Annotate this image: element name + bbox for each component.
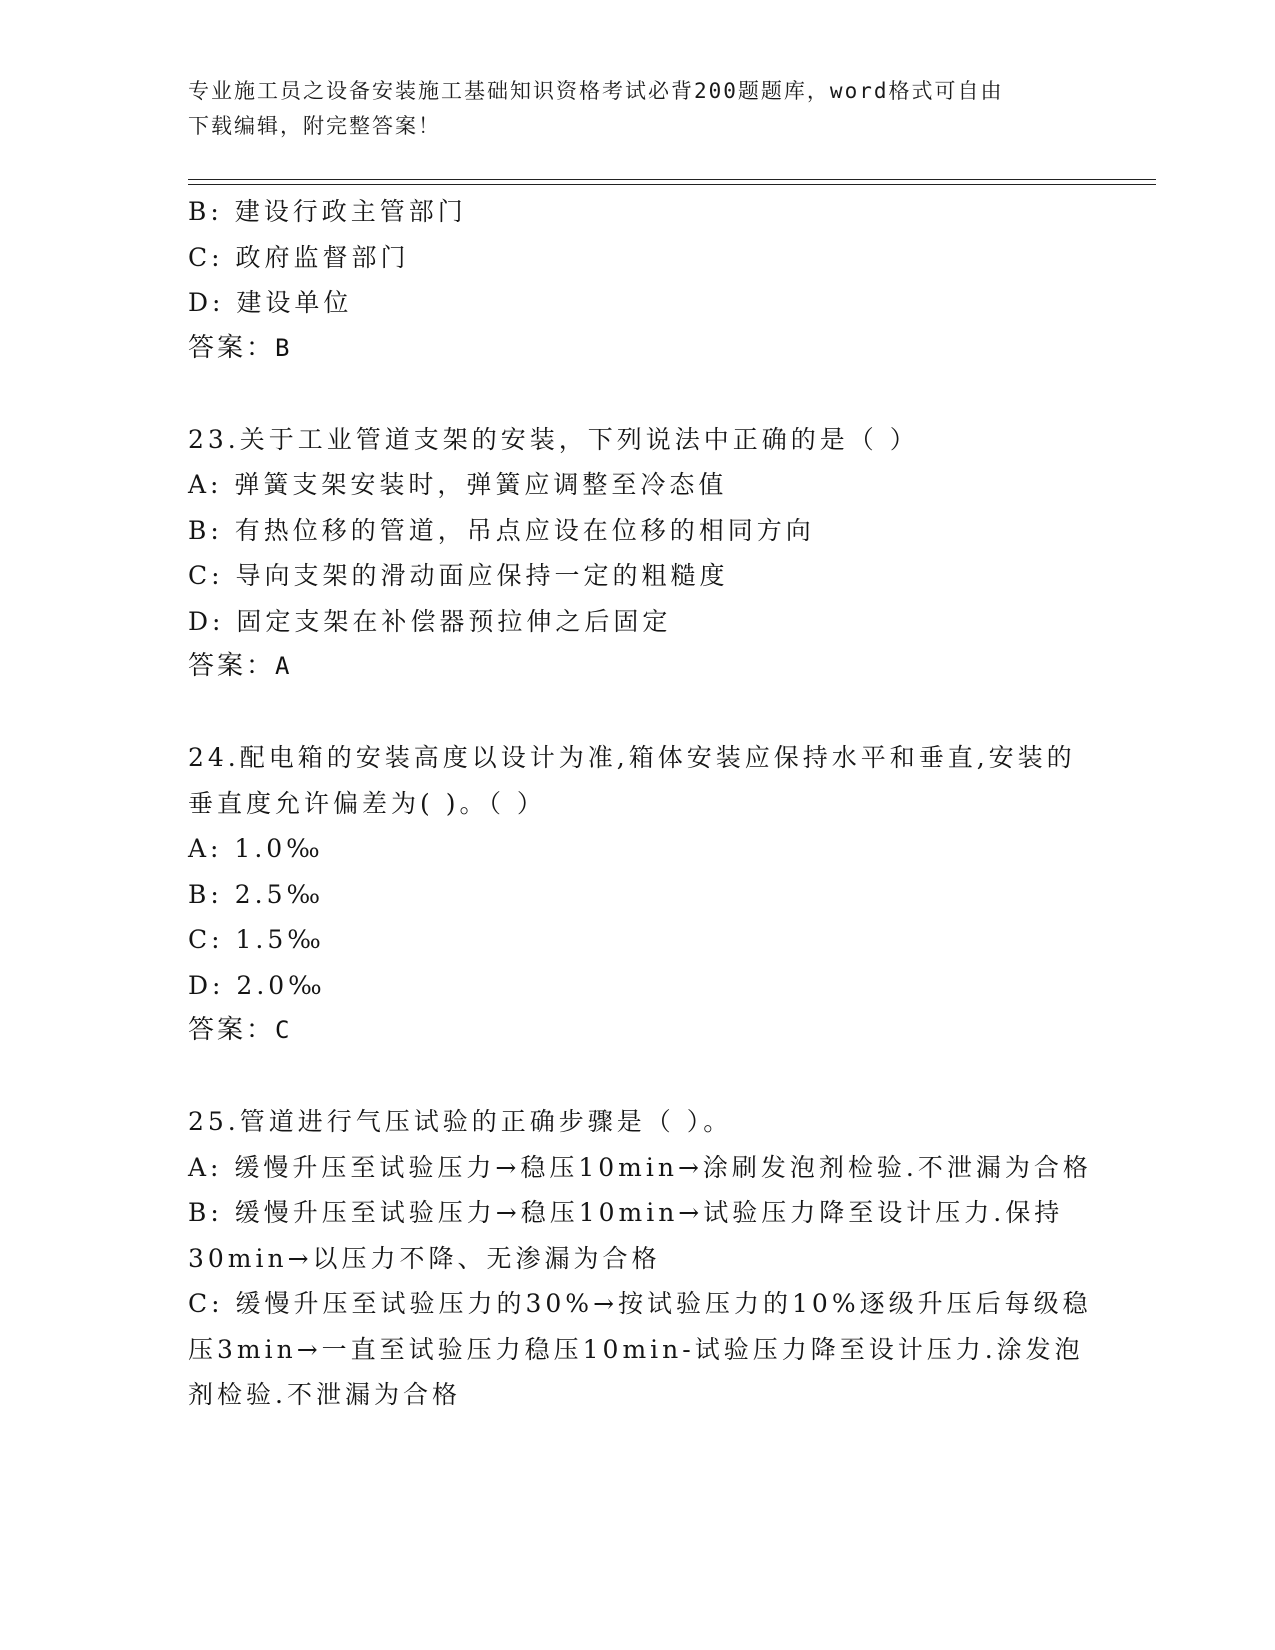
q24-option-b: B: 2.5‰ bbox=[188, 879, 325, 909]
q22-answer bbox=[188, 326, 1148, 372]
question-22 bbox=[188, 189, 1148, 371]
q24-answer-value: C bbox=[275, 1016, 293, 1044]
q22-option-b: B: 建设行政主管部门 bbox=[188, 197, 467, 226]
header-divider-top bbox=[188, 179, 1156, 180]
spacer bbox=[188, 1054, 1148, 1100]
q25-option-b-line-2: 30min→以压力不降、无渗漏为合格 bbox=[188, 1243, 661, 1273]
q24-option-a: A: 1.0‰ bbox=[188, 834, 324, 863]
q23-option-d: D: 固定支架在补偿器预拉伸之后固定 bbox=[188, 606, 672, 636]
q25-option-c-line-2: 压3min→一直至试验压力稳压10min-试验压力降至设计压力.涂发泡 bbox=[188, 1334, 1084, 1364]
q23-option-a: A: 弹簧支架安装时，弹簧应调整至冷态值 bbox=[188, 470, 728, 499]
q25-option-a: A: 缓慢升压至试验压力→稳压10min→涂刷发泡剂检验.不泄漏为合格 bbox=[188, 1152, 1092, 1182]
q24-question-line-1: 24.配电箱的安装高度以设计为准,箱体安装应保持水平和垂直,安装的 bbox=[188, 743, 1076, 772]
document-body bbox=[188, 189, 1148, 1418]
q25-question: 25.管道进行气压试验的正确步骤是（ ）。 bbox=[188, 1107, 733, 1136]
q23-answer bbox=[188, 644, 1148, 690]
q23-answer-label: 答案： bbox=[188, 651, 276, 681]
question-23 bbox=[188, 417, 1148, 690]
header-divider-bottom bbox=[188, 184, 1156, 185]
q23-question: 23.关于工业管道支架的安装，下列说法中正确的是（ ） bbox=[188, 424, 919, 454]
q24-answer-label: 答案： bbox=[188, 1015, 276, 1045]
q23-option-b: B: 有热位移的管道，吊点应设在位移的相同方向 bbox=[188, 515, 815, 545]
q24-question-line-2: 垂直度允许偏差为( )。（ ） bbox=[188, 788, 546, 818]
q22-answer-label: 答案： bbox=[188, 332, 276, 363]
spacer bbox=[188, 371, 1148, 417]
question-24 bbox=[188, 735, 1148, 1054]
spacer bbox=[188, 690, 1148, 736]
q23-option-c: C: 导向支架的滑动面应保持一定的粗糙度 bbox=[188, 561, 729, 590]
q25-option-b-line-1: B: 缓慢升压至试验压力→稳压10min→试验压力降至设计压力.保持 bbox=[188, 1198, 1064, 1227]
q25-option-c-line-3: 剂检验.不泄漏为合格 bbox=[188, 1380, 461, 1409]
question-25 bbox=[188, 1099, 1148, 1418]
q22-answer-value: B bbox=[275, 333, 293, 362]
document-header bbox=[188, 74, 1068, 144]
header-title-line-2: 下载编辑，附完整答案！ bbox=[188, 114, 441, 138]
q23-answer-value: A bbox=[275, 652, 293, 680]
q24-option-d: D: 2.0‰ bbox=[188, 970, 326, 1000]
q22-option-c: C: 政府监督部门 bbox=[188, 242, 410, 272]
q25-option-c-line-1: C: 缓慢升压至试验压力的30%→按试验压力的10%逐级升压后每级稳 bbox=[188, 1289, 1092, 1318]
q24-answer bbox=[188, 1008, 1148, 1054]
q24-option-c: C: 1.5‰ bbox=[188, 925, 325, 954]
q22-option-d: D: 建设单位 bbox=[188, 288, 353, 317]
header-title-line-1: 专业施工员之设备安装施工基础知识资格考试必背200题题库，word格式可自由 bbox=[188, 79, 1004, 103]
